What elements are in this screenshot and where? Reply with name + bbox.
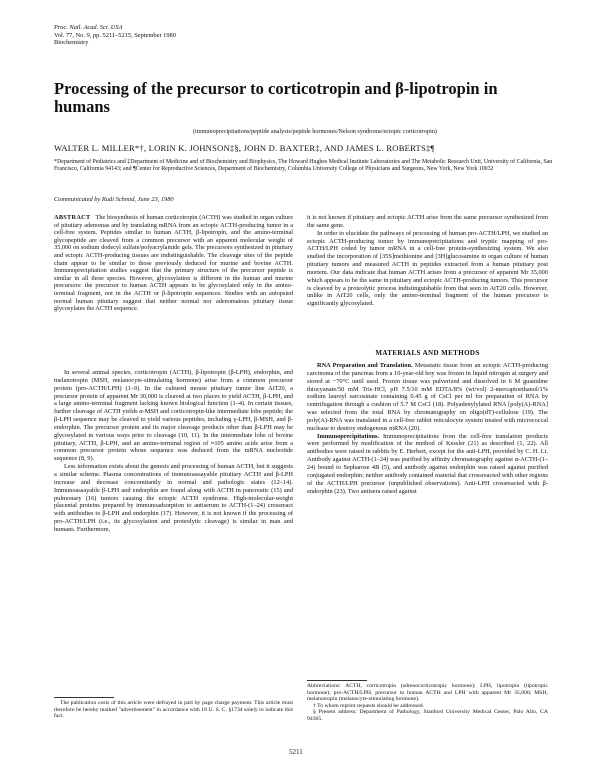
methods-paragraph: RNA Preparation and Translation. Metastatic tissue from an ectopic ACTH-producing carcinoma of the pancreas from a 10-year-old boy was frozen in liquid nitrogen at surgery and stored at −70°C until used. Frozen tissue was pulverized and dissolved in 6 M guanidine thiocyanate/50 mM Tris·HCl, pH 7.5/10 mM EDTA/8% (wt/vol) 2-mercaptoethanol/1% sodium lauroyl sarcosinate containing 0.45 g of CsCl per ml for preparation of RNA by centrifugation through a cushion of 5.7 M CsCl (18). Polyadenylylated RNA [poly(A)-RNA] was selected from the total RNA by chromatography on oligo(dT)-cellulose (19). The poly(A)-RNA was translated in a cell-free rabbit reticulocyte system treated with micrococcal nuclease to destroy endogenous mRNA (20). bbox=[307, 362, 548, 432]
intro-paragraph: Less information exists about the genesis and processing of human ACTH, but it suggests a similar scheme. Plasma concentrations of immunoassayable pituitary ACTH and β-LPH increase and decrease concomitantly in normal and pathologic states (12–14). Immunoassayable β-LPH and endorphin are found along with ACTH in pancreatic (15) and pulmonary (16) tumors causing the ectopic ACTH syndrome. High-molecular-weight placental proteins prepared by immunoadsorption to antiserum to ACTH-(1–24) crossreact with antibodies to β-LPH and endorphin (17). However, it is not known if the processing of pro-ACTH/LPH (i.e., its glycosylation and proteolytic cleavage) is similar in man and humans. Furthermore, bbox=[54, 463, 293, 533]
intro-paragraph: In several animal species, corticotropin (ACTH), β-lipotropin (β-LPH), endorphin, and melanotropin (MSH, melanocyte-stimulating hormone) arise from a common precursor protein (pro-ACTH/LPH) (1–9). In the cultured mouse pituitary tumor line AtT20, a precursor protein of apparent Mr 30,000 is cleaved at two places to yield ACTH, β-LPH, and a large amino-terminal fragment lacking known biological function (1–4). In certain tissues, further cleavage of ACTH yields α-MSH and corticotropin-like intermediate lobe peptide; the β-LPH sequence may be cleaved to yield various peptides, including γ-LPH, β-MSH, and β-endorphin. The precursor protein and its major cleavage products other than β-LPH may be glycosylated in various ways prior to cleavage (10, 11). In the intermediate lobe of bovine pituitary, ACTH, β-LPH, and an amino-terminal region of ≈105 amino acids arise from a common precursor protein whose sequence was deduced from the mRNA nucleotide sequence (8, 9). bbox=[54, 369, 293, 463]
abbreviations-footnote: Abbreviations: ACTH, corticotropin (adrenocorticotropic hormone); LPH, lipotropin (lipotropic hormone); pro-ACTH/LPH, precursor to human ACTH and LPH with apparent Mr 35,000; MSH, melanotropin (melanocyte-stimulating hormone). bbox=[307, 683, 548, 703]
affiliations: *Department of Pediatrics and ‡Department of Medicine and of Biochemistry and Biophysics, The Howard Hughes Medical Institute Laboratories and The Metabolic Research Unit, University of California, San Francisco, California 94143; and ¶Center for Reproductive Sciences, Department of Biochemistry, Columbia University College of Physicians and Surgeons, New York, New York 10032 bbox=[54, 159, 553, 172]
intro-paragraph: it is not known if pituitary and ectopic ACTH arise from the same precursor synthesized from the same gene. bbox=[307, 214, 548, 229]
intro-continued bbox=[307, 214, 548, 308]
run-in-heading: RNA Preparation and Translation. bbox=[317, 362, 413, 369]
journal-volume: Vol. 77, No. 9, pp. 5211–5215, September 1980 bbox=[54, 31, 176, 39]
journal-name: Proc. Natl. Acad. Sci. USA bbox=[54, 24, 123, 31]
footnotes bbox=[307, 683, 548, 723]
reprint-footnote: † To whom reprint requests should be addressed. bbox=[313, 702, 425, 709]
abstract-label: ABSTRACT bbox=[54, 214, 91, 221]
publication-footnote: The publication costs of this article were defrayed in part by page charge payment. This article must therefore be hereby marked "advertisement" in accordance with 18 U. S. C. §1734 solely to indicate this fact. bbox=[54, 700, 293, 720]
run-in-heading: Immunoprecipitations. bbox=[317, 432, 380, 440]
intro-paragraph: In order to elucidate the pathways of processing of human pro-ACTH/LPH, we studied an ectopic ACTH-producing tumor by immunoprecipitations and tryptic mapping of pro-ACTH/LPH coded by tumor mRNA in a cell-free protein-synthesizing system. We also studied the incorporation of [35S]methionine and [3H]glucosamine in organ culture of human pituitary tumors and measured ACTH in peptides extracted from a human pituitary post mortem. Our data indicate that human ACTH arises from a precursor of apparent Mr 35,000 which appears to be the same in pituitary and ectopic ACTH-producing tumors. This precursor is cleaved by a proteolytic process indistinguishable from that seen in AtT20 cells. However, unlike in AtT20 cells, only the amino-terminal fragment of the human precursor is significantly glycosylated. bbox=[307, 229, 548, 308]
abstract-text: The biosynthesis of human corticotropin (ACTH) was studied in organ culture of pituitary adenomas and by translating mRNA from an ectopic ACTH-producing tumor in a cell-free system. Peptides similar to human ACTH, β-lipotropin, and the amino-terminal glycopeptide are cleaved from a common precursor with an apparent molecular weight of 35,000 on sodium dodecyl sulfate/polyacrylamide gels. The precursors synthesized in pituitary and ectopic ACTH-producing tissues are indistinguishable. The cleavage sites of the peptide chain appear to be similar to those previously deduced for murine and bovine ACTH. Immunoprecipitation studies suggest that the primary structure of the precursor peptide is similar in all three species. However, glycosylation is different in the human and murine precursors: the precursor to human ACTH appears to be glycosylated only in the amino-terminal fragment, not in the ACTH or β-lipotropin sequences. Studies with an autopsied normal human pituitary suggest that neither normal nor adenomatous pituitary tissue glycosylates the ACTH sequence. bbox=[54, 214, 294, 313]
address-footnote: § Present address: Department of Pathology, Stanford University Medical Center, Palo Alto, CA 94305. bbox=[307, 709, 548, 722]
journal-section: Biochemistry bbox=[54, 39, 89, 47]
methods-paragraph: Immunoprecipitations. Immunoprecipitations from the cell-free translation products were performed by modification of the method of Kessler (21) as described (1, 22). All antibodies were raised in rabbits by E. Herbert, except for the anti-LPH, provided by C. H. Li. Antibody against ACTH-(1–24) was purified by affinity chromatography against α-ACTH-(1–24) bound to Sepharose 4B (5), and antibody against endorphin was raised against purified conjugated endorphin; neither antibody contained material that crossreacted with other regions of the ACTH/LPH precursor (unpublished observations). Anti-LPH crossreacted with β-endorphin (23). Two antisera raised against bbox=[307, 432, 548, 495]
footnote-divider bbox=[54, 697, 114, 698]
page-number: 5211 bbox=[289, 748, 303, 756]
intro-text bbox=[54, 369, 293, 534]
journal-header bbox=[54, 24, 176, 47]
author-list: WALTER L. MILLER*†, LORIN K. JOHNSON‡§, JOHN D. BAXTER‡, AND JAMES L. ROBERTS‡¶ bbox=[54, 143, 435, 153]
footnote-divider bbox=[307, 680, 367, 681]
methods-text bbox=[307, 362, 548, 495]
abstract bbox=[54, 214, 293, 313]
paper-title: Processing of the precursor to corticotropin and β-lipotropin in humans bbox=[54, 79, 498, 116]
section-heading: MATERIALS AND METHODS bbox=[375, 349, 480, 357]
communicated-by: Communicated by Rudi Schmid, June 23, 1980 bbox=[54, 196, 174, 203]
keywords: (immunoprecipitations/peptide analysis/peptide hormones/Nelson syndrome/ectopic corticotropin) bbox=[192, 128, 437, 135]
